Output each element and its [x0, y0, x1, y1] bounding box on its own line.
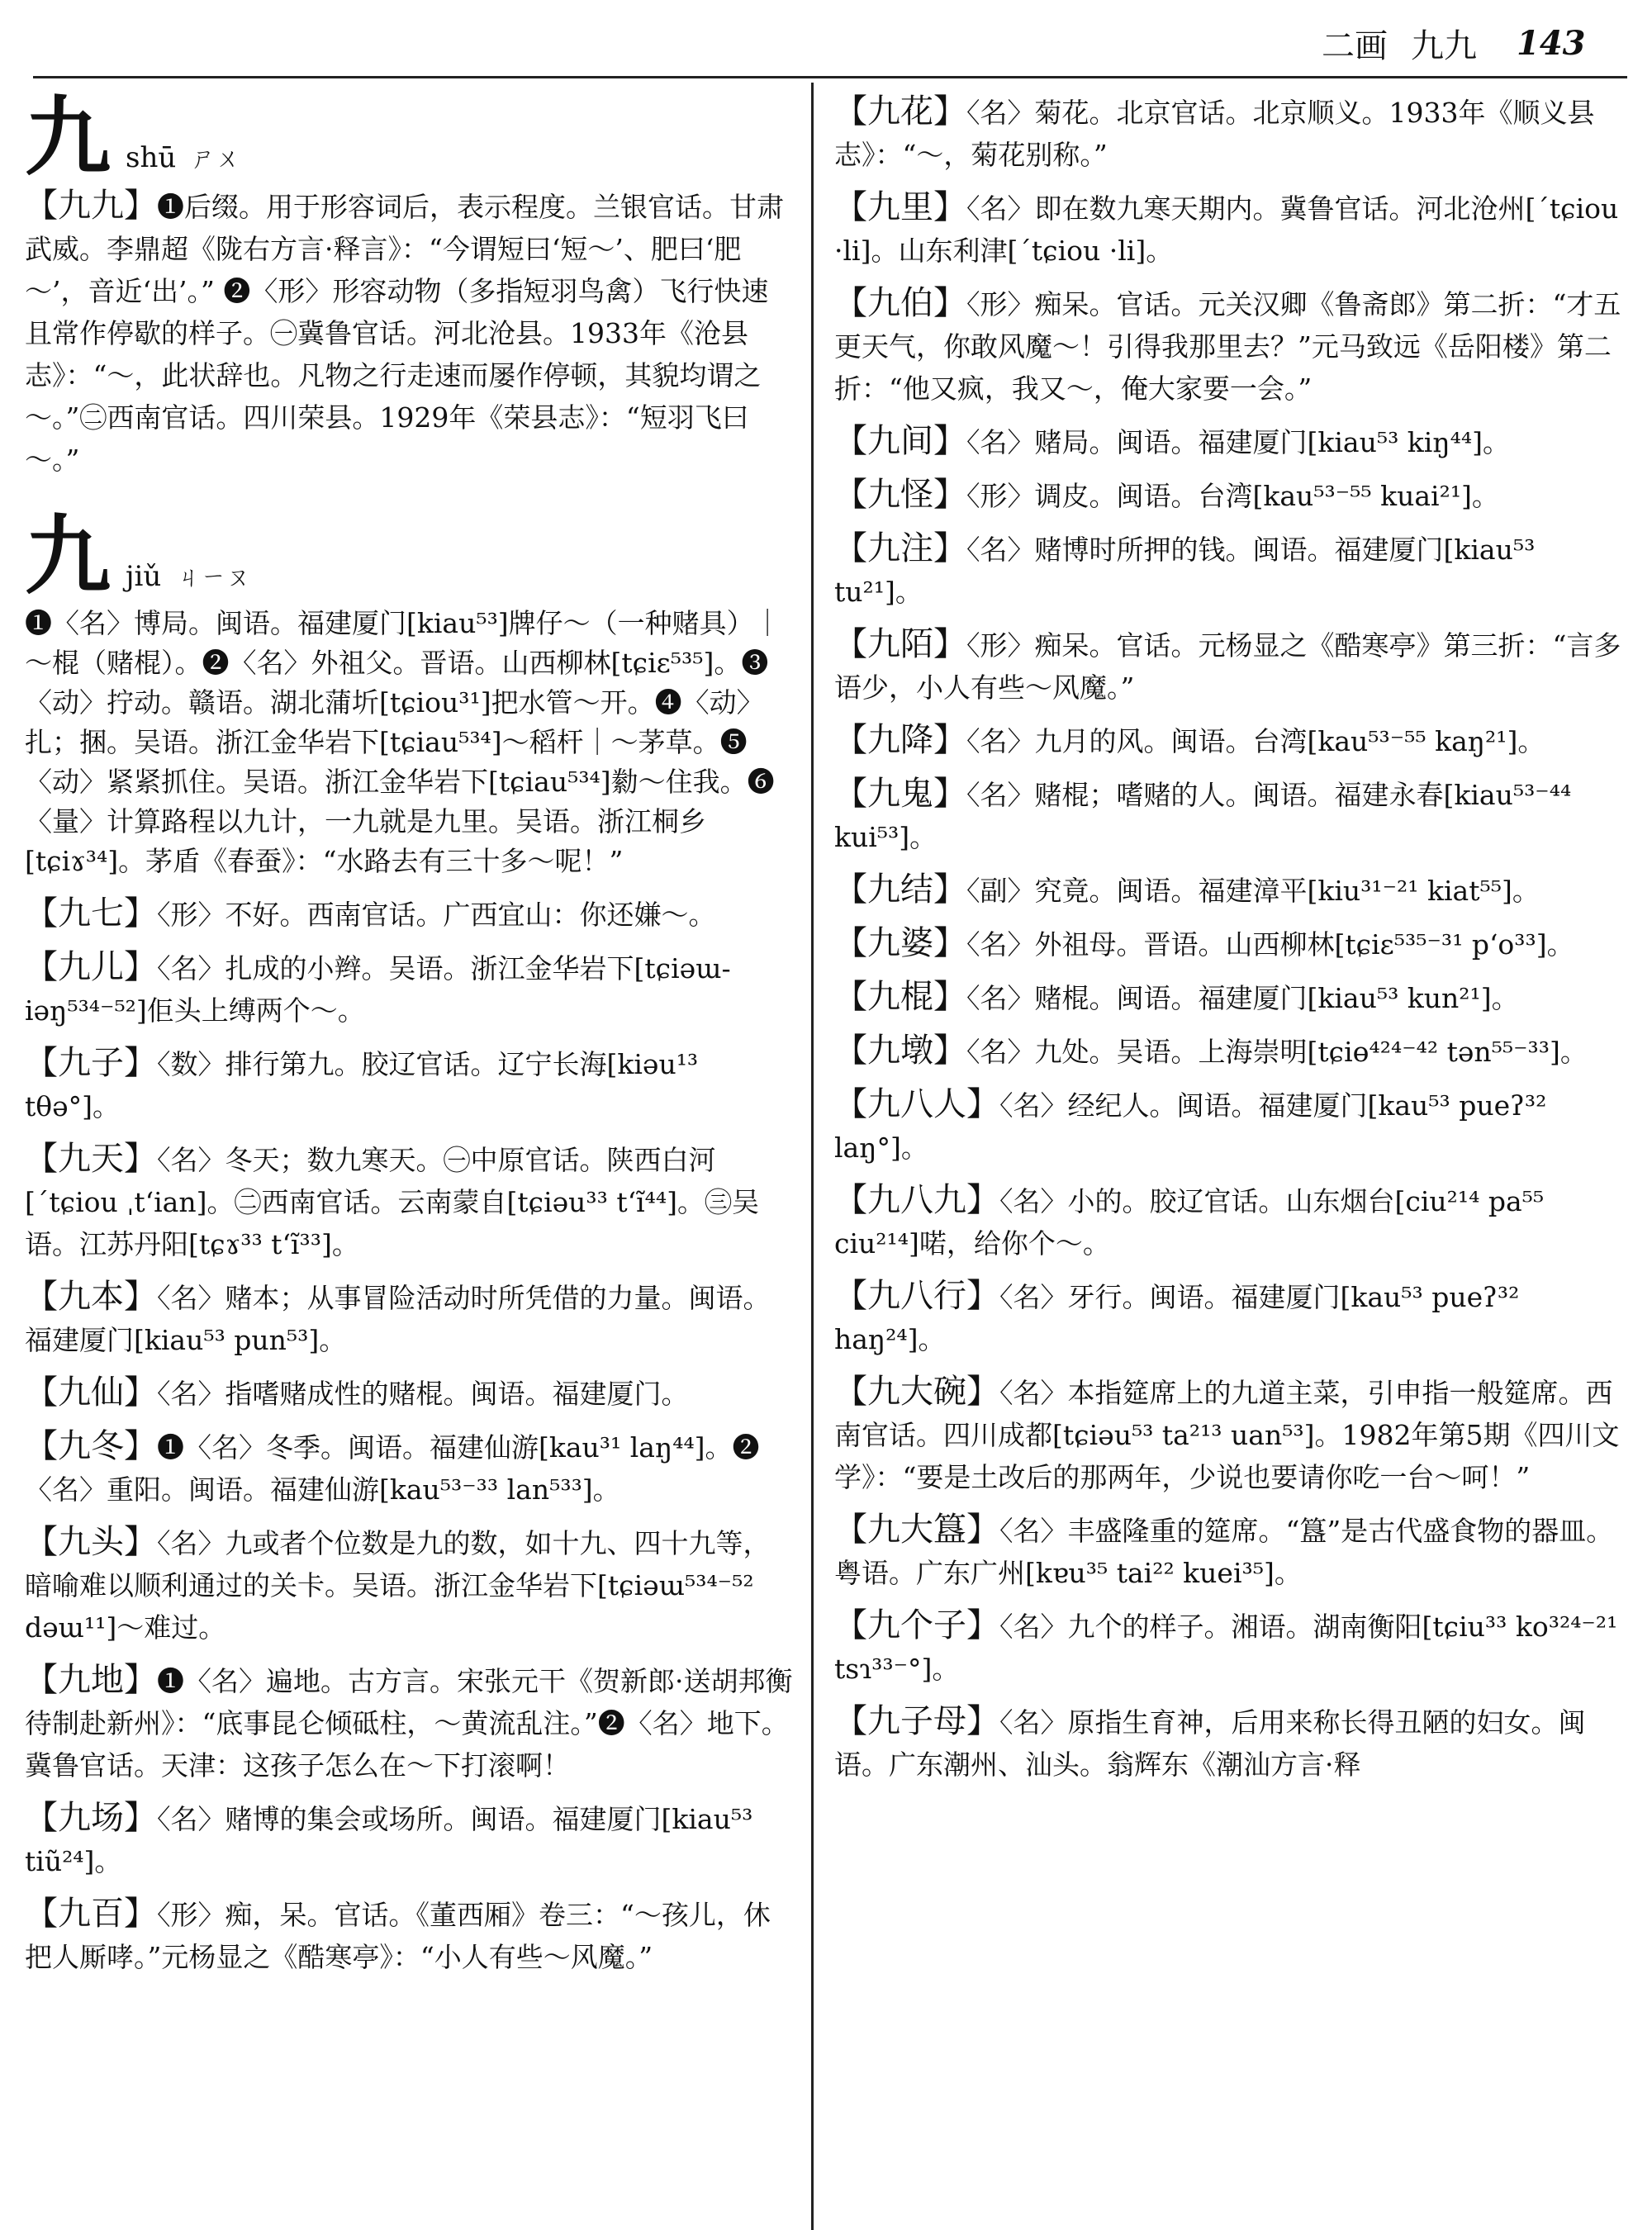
headword-shu	[25, 86, 793, 187]
entry-text: 〈名〉九月的风。闽语。台湾[kau⁵³⁻⁵⁵ kaŋ²¹]。	[966, 725, 1545, 757]
entry-headword: 【九百】	[25, 1895, 157, 1933]
entry-jiujiu	[25, 185, 793, 481]
entry-text: 〈名〉经纪人。闽语。福建厦门[kau⁵³ pueʔ³² laŋ°]。	[834, 1089, 1547, 1164]
definition: ❹〈动〉扎；捆。吴语。浙江金华岩下[tɕiau⁵³⁴]～稻杆｜～茅草。	[25, 686, 764, 758]
entry-text: 〈数〉排行第九。胶辽官话。辽宁长海[kiəu¹³ tθə°]。	[25, 1048, 699, 1122]
entry-headword: 【九陌】	[834, 625, 966, 663]
header-word: 九九	[1411, 26, 1477, 65]
entry-text: 〈形〉痴呆。官话。元杨显之《酷寒亭》第三折：“言多语少，小人有些～风魔。”	[834, 629, 1621, 704]
entry	[834, 91, 1627, 176]
entry-headword: 【九天】	[25, 1140, 157, 1178]
entry-headword: 【九儿】	[25, 948, 157, 986]
entry	[25, 1042, 793, 1127]
entry-headword: 【九八行】	[834, 1277, 999, 1315]
header-rule	[33, 76, 1627, 78]
entry-text: 〈名〉九处。吴语。上海崇明[tɕiɵ⁴²⁴⁻⁴² tən⁵⁵⁻³³]。	[966, 1036, 1588, 1068]
entry	[25, 1426, 793, 1511]
entry	[25, 1138, 793, 1265]
entry-headword: 【九结】	[834, 871, 966, 909]
entry-headword: 【九子】	[25, 1044, 157, 1082]
entry	[834, 282, 1627, 410]
entry	[834, 719, 1627, 762]
entry-text: 〈名〉扎成的小辫。吴语。浙江金华岩下[tɕiəɯ-iəŋ⁵³⁴⁻⁵²]佢头上缚两个～。	[25, 952, 731, 1027]
entry	[25, 947, 793, 1032]
entry	[834, 1275, 1627, 1360]
entry-text: 〈名〉赌棍；嗜赌的人。闽语。福建永春[kiau⁵³⁻⁴⁴ kui⁵³]。	[834, 779, 1572, 853]
entry-headword: 【九大碗】	[834, 1373, 999, 1411]
entry-text: 〈名〉赌博的集会或场所。闽语。福建厦门[kiau⁵³ tiũ²⁴]。	[25, 1803, 753, 1877]
entry-text: 〈形〉痴，呆。官话。《董西厢》卷三：“～孩儿，休把人厮哮。”元杨显之《酷寒亭》：“小人有些～风魔。”	[25, 1899, 771, 1973]
entry-text: 〈名〉赌博时所押的钱。闽语。福建厦门[kiau⁵³ tu²¹]。	[834, 534, 1536, 608]
entry	[834, 773, 1627, 858]
entry-headword: 【九仙】	[25, 1374, 157, 1412]
entry-text: 〈名〉赌局。闽语。福建厦门[kiau⁵³ kiŋ⁴⁴]。	[966, 426, 1510, 458]
entry	[25, 1276, 793, 1361]
entry-headword: 【九怪】	[834, 476, 966, 514]
entry	[25, 1521, 793, 1649]
left-column	[25, 86, 793, 1989]
entry-headword: 【九场】	[25, 1799, 157, 1837]
right-column	[834, 91, 1627, 1796]
entry	[834, 1701, 1627, 1786]
entry-headword: 【九注】	[834, 529, 966, 567]
entry-headword: 【九鬼】	[834, 775, 966, 813]
pinyin: shū	[126, 141, 177, 174]
entry-headword: 【九冬】	[25, 1427, 157, 1465]
entry-text: 〈名〉赌棍。闽语。福建厦门[kiau⁵³ kun²¹]。	[966, 982, 1519, 1014]
entry	[25, 893, 793, 936]
entry-headword: 【九八人】	[834, 1085, 999, 1123]
zhuyin: ㄐㄧㄡ	[176, 563, 251, 592]
head-character: 九	[25, 86, 112, 187]
entry-text: 〈名〉原指生育神，后用来称长得丑陋的妇女。闽语。广东潮州、汕头。翁辉东《潮汕方言·释	[834, 1706, 1586, 1781]
entry-text: 〈名〉九个的样子。湘语。湖南衡阳[tɕiu³³ ko³²⁴⁻²¹ tsɿ³³⁻°]。	[834, 1611, 1618, 1685]
entry-text: 〈形〉不好。西南官话。广西宜山：你还嫌～。	[157, 899, 716, 931]
entry	[834, 869, 1627, 912]
running-header	[1322, 18, 1619, 68]
definition: ❶〈名〉博局。闽语。福建厦门[kiau⁵³]牌仔～（一种赌具）｜～棍（赌棍）。	[25, 607, 781, 679]
entry-headword: 【九地】	[25, 1661, 157, 1699]
entry	[834, 624, 1627, 709]
entry-sense-1: ❶后缀。用于形容词后，表示程度。兰银官话。甘肃武威。李鼎超《陇右方言·释言》：“今谓短曰‘短～’、肥曰‘肥～’，音近‘出’。”	[25, 191, 784, 307]
entry-headword: 【九间】	[834, 422, 966, 460]
entry	[834, 1030, 1627, 1073]
entry-text: 〈名〉即在数九寒天期内。冀鲁官话。河北沧州[ˊtɕiou ·li]。山东利津[ˊtɕiou ·li]。	[834, 192, 1619, 267]
entry	[834, 420, 1627, 463]
pinyin: jiǔ	[126, 560, 162, 593]
entry-text: 〈名〉丰盛隆重的筵席。“簋”是古代盛食物的器皿。粤语。广东广州[kɐu³⁵ tai²² kuei³⁵]。	[834, 1515, 1614, 1589]
entry	[834, 1509, 1627, 1594]
entry	[25, 1893, 793, 1978]
entry	[834, 1179, 1627, 1264]
definition: ❸〈动〉拧动。赣语。湖北蒲圻[tɕiou³¹]把水管～开。	[25, 647, 769, 719]
entry-text: 〈名〉菊花。北京官话。北京顺义。1933年《顺义县志》：“～，菊花别称。”	[834, 97, 1595, 171]
entry	[834, 923, 1627, 966]
entry-text: 〈名〉九或者个位数是九的数，如十九、四十九等，暗喻难以顺利通过的关卡。吴语。浙江金华岩下[tɕiəɯ⁵³⁴⁻⁵² dəɯ¹¹]～难过。	[25, 1527, 771, 1644]
entry	[834, 528, 1627, 613]
entry-text: 〈名〉冬天；数九寒天。㊀中原官话。陕西白河[ˊtɕiou ˌtʻian]。㊁西南官话。云南蒙自[tɕiəu³³ tʻĩ⁴⁴]。㊂吴语。江苏丹阳[tɕɤ³³ tʻĩ³³]。	[25, 1144, 760, 1260]
entry-text: ❶〈名〉遍地。古方言。宋张元干《贺新郎·送胡邦衡待制赴新州》：“底事昆仑倾砥柱，～黄流乱注。”❷〈名〉地下。冀鲁官话。天津：这孩子怎么在～下打滚啊！	[25, 1665, 793, 1782]
definition: ❷〈名〉外祖父。晋语。山西柳林[tɕiɛ⁵³⁵]。	[202, 647, 742, 679]
entry-headword: 【九九】	[25, 187, 157, 225]
entry-headword: 【九子母】	[834, 1702, 999, 1740]
entry	[834, 187, 1627, 272]
entry-headword: 【九八九】	[834, 1181, 999, 1219]
entry-headword: 【九大簋】	[834, 1511, 999, 1549]
entry-headword: 【九伯】	[834, 284, 966, 322]
entry-text: 〈名〉外祖母。晋语。山西柳林[tɕiɛ⁵³⁵⁻³¹ pʻo³³]。	[966, 928, 1574, 961]
entry	[25, 1659, 793, 1786]
entry	[834, 474, 1627, 517]
entry-text: 〈副〉究竟。闽语。福建漳平[kiu³¹⁻²¹ kiat⁵⁵]。	[966, 875, 1540, 907]
page-number: 143	[1517, 23, 1586, 63]
entry	[25, 1797, 793, 1882]
entry-text: 〈名〉本指筵席上的九道主菜，引申指一般筵席。西南官话。四川成都[tɕiəu⁵³ ta²¹³ uan⁵³]。1982年第5期《四川文学》：“要是土改后的那两年，少说也要请你吃一台～呵！”	[834, 1377, 1620, 1493]
entry	[834, 1605, 1627, 1690]
headword-jiu	[25, 505, 793, 606]
entry-headword: 【九七】	[25, 894, 157, 932]
entry-text: 〈形〉调皮。闽语。台湾[kau⁵³⁻⁵⁵ kuai²¹]。	[966, 480, 1499, 512]
entry-headword: 【九花】	[834, 93, 966, 130]
entry-text: 〈名〉牙行。闽语。福建厦门[kau⁵³ pueʔ³² haŋ²⁴]。	[834, 1281, 1520, 1355]
entry-headword: 【九婆】	[834, 924, 966, 962]
entry	[834, 1371, 1627, 1498]
entry-text: 〈名〉指嗜赌成性的赌棍。闽语。福建厦门。	[157, 1378, 689, 1410]
entry-text: ❶〈名〉冬季。闽语。福建仙游[kau³¹ laŋ⁴⁴]。❷〈名〉重阳。闽语。福建仙游[kau⁵³⁻³³ lan⁵³³]。	[25, 1431, 760, 1506]
definition: ❻〈量〉计算路程以九计，一九就是九里。吴语。浙江桐乡[tɕiɤ³⁴]。茅盾《春蚕》：“水路去有三十多～呢！”	[25, 766, 775, 877]
entry-headword: 【九里】	[834, 188, 966, 226]
entry-headword: 【九棍】	[834, 978, 966, 1016]
entry	[25, 1372, 793, 1415]
entry-text: 〈名〉小的。胶辽官话。山东烟台[ciu²¹⁴ pa⁵⁵ ciu²¹⁴]喏，给你个～。	[834, 1185, 1545, 1260]
entry-text: 〈形〉痴呆。官话。元关汉卿《鲁斋郎》第二折：“才五更天气，你敢风魔～！引得我那里去？”元马致远《岳阳楼》第二折：“他又疯，我又～，俺大家要一会。”	[834, 288, 1621, 405]
entry	[834, 1084, 1627, 1169]
entry-headword: 【九本】	[25, 1278, 157, 1316]
header-section: 二画	[1322, 26, 1388, 65]
entry-headword: 【九个子】	[834, 1606, 999, 1644]
definition: ❺〈动〉紧紧抓住。吴语。浙江金华岩下[tɕiau⁵³⁴]勬～住我。	[25, 726, 748, 798]
entry-text: 〈名〉赌本；从事冒险活动时所凭借的力量。闽语。福建厦门[kiau⁵³ pun⁵³]。	[25, 1282, 771, 1356]
entry-headword: 【九头】	[25, 1523, 157, 1561]
zhuyin: ㄕㄨ	[191, 145, 241, 173]
head-character: 九	[25, 505, 112, 606]
entry-headword: 【九墩】	[834, 1032, 966, 1070]
entry	[834, 976, 1627, 1019]
column-divider	[811, 83, 814, 2230]
entry-sense-3: ㊁西南官话。四川荣县。1929年《荣县志》：“短羽飞曰～。”	[25, 401, 749, 476]
jiu-definitions	[25, 604, 793, 881]
entry-sense-2: ❷〈形〉形容动物（多指短羽鸟禽）飞行快速且常作停歇的样子。㊀冀鲁官话。河北沧县。1933年《沧县志》：“～，此状辞也。凡物之行走速而屡作停顿，其貌均谓之～。”	[25, 275, 769, 434]
entry-headword: 【九降】	[834, 721, 966, 759]
